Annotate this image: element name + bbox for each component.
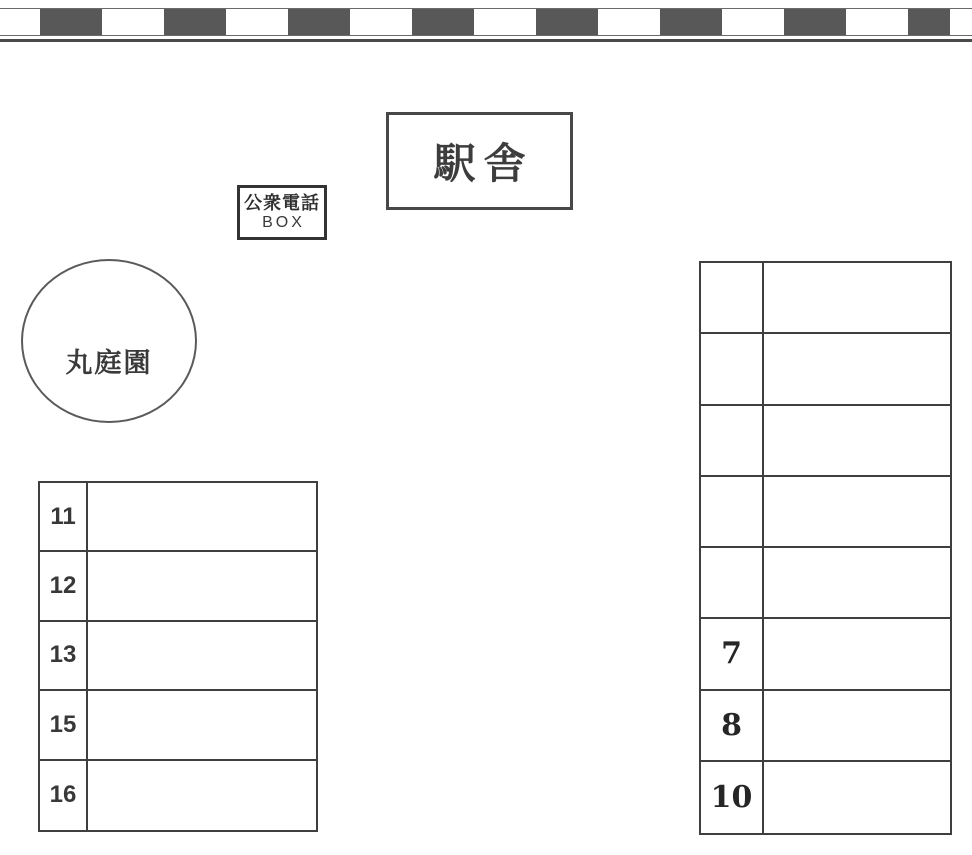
space-detail-cell (764, 263, 950, 334)
space-number: 7 (721, 636, 742, 672)
space-number-cell (701, 263, 764, 334)
space-detail-cell (764, 762, 950, 833)
round-garden-circle (21, 259, 197, 423)
space-number-cell (701, 548, 764, 619)
space-number-cell (40, 552, 88, 621)
space-number: 16 (49, 781, 77, 809)
space-number-cell (701, 334, 764, 405)
space-detail-cell (764, 548, 950, 619)
parking-table-left (38, 481, 318, 832)
round-garden-label: 丸庭園 (65, 347, 153, 378)
public-phone-box (237, 185, 327, 240)
station-building-label: 駅舎 (433, 140, 534, 187)
parking-table-right (699, 261, 952, 835)
space-number: 15 (49, 710, 77, 738)
railway-track-band (0, 8, 972, 36)
space-number: 8 (721, 707, 742, 743)
space-number-cell (701, 691, 764, 762)
space-number-cell (40, 761, 88, 830)
space-number-cell (701, 762, 764, 833)
space-detail-cell (88, 761, 316, 830)
space-detail-cell (764, 334, 950, 405)
space-detail-cell (764, 477, 950, 548)
space-number: 10 (710, 779, 753, 815)
railway-baseline (0, 39, 972, 42)
public-phone-label: 公衆電話 (244, 192, 320, 213)
public-phone-box-label: BOX (262, 213, 305, 231)
space-detail-cell (764, 691, 950, 762)
space-detail-cell (764, 619, 950, 690)
space-number: 13 (49, 641, 77, 669)
space-detail-cell (764, 406, 950, 477)
space-number-cell (701, 477, 764, 548)
space-detail-cell (88, 552, 316, 621)
space-number: 12 (49, 572, 77, 600)
space-number-cell (701, 406, 764, 477)
space-detail-cell (88, 622, 316, 691)
space-number-cell (40, 483, 88, 552)
space-detail-cell (88, 483, 316, 552)
space-number: 11 (50, 502, 76, 530)
space-number-cell (701, 619, 764, 690)
space-number-cell (40, 622, 88, 691)
station-building-box (386, 112, 573, 210)
space-number-cell (40, 691, 88, 760)
space-detail-cell (88, 691, 316, 760)
